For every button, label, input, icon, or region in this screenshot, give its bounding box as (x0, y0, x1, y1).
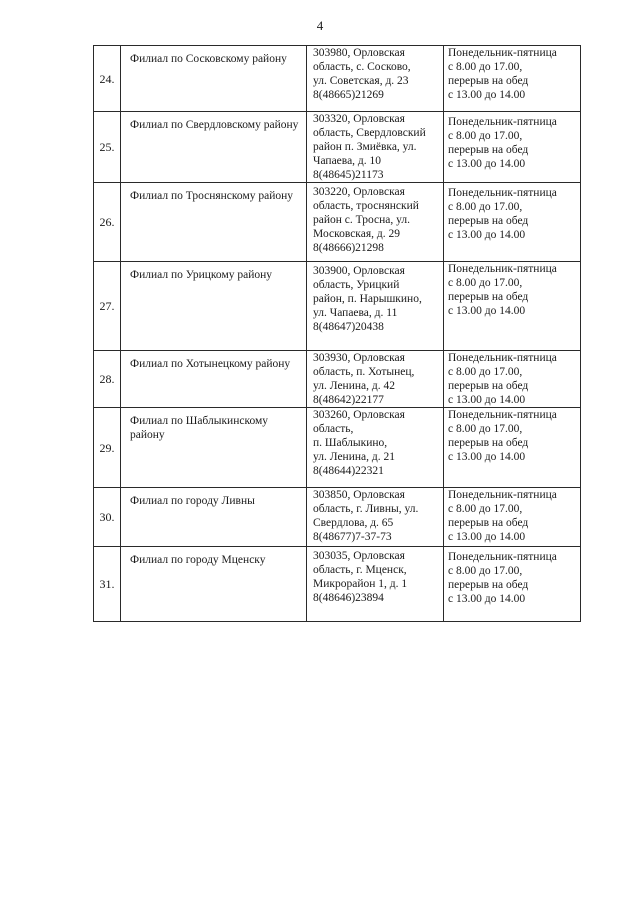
branch-hours (444, 46, 581, 112)
hours-line: с 13.00 до 14.00 (448, 451, 526, 463)
address-line: ул. Советская, д. 23 (313, 75, 409, 87)
address-line: 8(48665)21269 (313, 89, 384, 101)
address-line: 8(48646)23894 (313, 592, 384, 604)
branch-address (307, 46, 444, 112)
address-line: район с. Тросна, ул. (313, 214, 410, 226)
hours-line: перерыв на обед (448, 437, 529, 449)
hours-line: перерыв на обед (448, 380, 529, 392)
hours-line: Понедельник-пятница (448, 352, 557, 364)
address-line: 303980, Орловская (313, 47, 405, 59)
branch-address (307, 408, 444, 488)
branch-name: Филиал по Шаблыкинскому району (121, 408, 307, 488)
branch-name: Филиал по городу Мценску (121, 547, 307, 622)
row-number: 24. (94, 46, 121, 112)
hours-line: Понедельник-пятница (448, 47, 557, 59)
hours-line: Понедельник-пятница (448, 551, 557, 563)
address-line: 303930, Орловская (313, 352, 405, 364)
address-line: Чапаева, д. 10 (313, 155, 382, 167)
address-line: область, (313, 423, 354, 435)
branch-name: Филиал по Свердловскому району (121, 112, 307, 183)
branch-address (307, 262, 444, 351)
row-number: 31. (94, 547, 121, 622)
branch-address (307, 112, 444, 183)
branch-address (307, 351, 444, 408)
address-line: 8(48666)21298 (313, 242, 384, 254)
address-line: ул. Ленина, д. 21 (313, 451, 395, 463)
hours-line: Понедельник-пятница (448, 116, 557, 128)
address-line: ул. Чапаева, д. 11 (313, 307, 398, 319)
address-line: ул. Ленина, д. 42 (313, 380, 395, 392)
hours-line: с 13.00 до 14.00 (448, 305, 526, 317)
address-line: 303850, Орловская (313, 489, 405, 501)
hours-line: Понедельник-пятница (448, 409, 557, 421)
address-line: 8(48642)22177 (313, 394, 384, 406)
row-number: 25. (94, 112, 121, 183)
address-line: 303035, Орловская (313, 550, 405, 562)
address-line: 8(48647)20438 (313, 321, 384, 333)
hours-line: с 13.00 до 14.00 (448, 394, 526, 406)
hours-line: перерыв на обед (448, 579, 529, 591)
row-number: 26. (94, 183, 121, 262)
address-line: Московская, д. 29 (313, 228, 400, 240)
row-number: 28. (94, 351, 121, 408)
address-line: область, троснянский (313, 200, 419, 212)
address-line: 8(48677)7-37-73 (313, 531, 392, 543)
hours-line: с 13.00 до 14.00 (448, 531, 526, 543)
branch-name: Филиал по Сосковскому району (121, 46, 307, 112)
address-line: Микрорайон 1, д. 1 (313, 578, 408, 590)
branches-table (93, 45, 581, 622)
branch-address (307, 547, 444, 622)
hours-line: с 8.00 до 17.00, (448, 277, 523, 289)
address-line: п. Шаблыкино, (313, 437, 388, 449)
hours-line: с 8.00 до 17.00, (448, 565, 523, 577)
table-row (94, 408, 581, 488)
hours-line: с 13.00 до 14.00 (448, 593, 526, 605)
branch-hours (444, 488, 581, 547)
table-row (94, 547, 581, 622)
address-line: область, Урицкий (313, 279, 400, 291)
table-row (94, 183, 581, 262)
hours-line: перерыв на обед (448, 291, 529, 303)
hours-line: перерыв на обед (448, 144, 529, 156)
address-line: область, п. Хотынец, (313, 366, 415, 378)
hours-line: с 8.00 до 17.00, (448, 366, 523, 378)
hours-line: перерыв на обед (448, 75, 529, 87)
hours-line: с 13.00 до 14.00 (448, 89, 526, 101)
branch-address (307, 488, 444, 547)
branch-hours (444, 547, 581, 622)
branch-name: Филиал по Урицкому району (121, 262, 307, 351)
hours-line: с 13.00 до 14.00 (448, 158, 526, 170)
branch-hours (444, 408, 581, 488)
address-line: 303900, Орловская (313, 265, 405, 277)
branch-hours (444, 183, 581, 262)
hours-line: с 8.00 до 17.00, (448, 201, 523, 213)
address-line: 303260, Орловская (313, 409, 405, 421)
branch-hours (444, 262, 581, 351)
hours-line: с 8.00 до 17.00, (448, 503, 523, 515)
table-row (94, 112, 581, 183)
table-row (94, 351, 581, 408)
branch-name: Филиал по Троснянскому району (121, 183, 307, 262)
table-row (94, 46, 581, 112)
row-number: 30. (94, 488, 121, 547)
branch-hours (444, 112, 581, 183)
hours-line: перерыв на обед (448, 517, 529, 529)
branch-name: Филиал по Хотынецкому району (121, 351, 307, 408)
address-line: область, с. Сосково, (313, 61, 411, 73)
table-row (94, 262, 581, 351)
hours-line: Понедельник-пятница (448, 187, 557, 199)
branch-address (307, 183, 444, 262)
hours-line: перерыв на обед (448, 215, 529, 227)
address-line: 303320, Орловская (313, 113, 405, 125)
page-number: 4 (316, 18, 324, 33)
address-line: 8(48645)21173 (313, 169, 384, 181)
hours-line: с 8.00 до 17.00, (448, 423, 523, 435)
table-row (94, 488, 581, 547)
hours-line: с 8.00 до 17.00, (448, 130, 523, 142)
address-line: 8(48644)22321 (313, 465, 384, 477)
hours-line: Понедельник-пятница (448, 263, 557, 275)
row-number: 29. (94, 408, 121, 488)
branch-name: Филиал по городу Ливны (121, 488, 307, 547)
row-number: 27. (94, 262, 121, 351)
hours-line: с 8.00 до 17.00, (448, 61, 523, 73)
hours-line: Понедельник-пятница (448, 489, 557, 501)
address-line: район, п. Нарышкино, (313, 293, 422, 305)
address-line: 303220, Орловская (313, 186, 405, 198)
address-line: область, Свердловский (313, 127, 426, 139)
branch-hours (444, 351, 581, 408)
address-line: Свердлова, д. 65 (313, 517, 394, 529)
hours-line: с 13.00 до 14.00 (448, 229, 526, 241)
address-line: область, г. Мценск, (313, 564, 407, 576)
address-line: район п. Змиёвка, ул. (313, 141, 417, 153)
address-line: область, г. Ливны, ул. (313, 503, 419, 515)
